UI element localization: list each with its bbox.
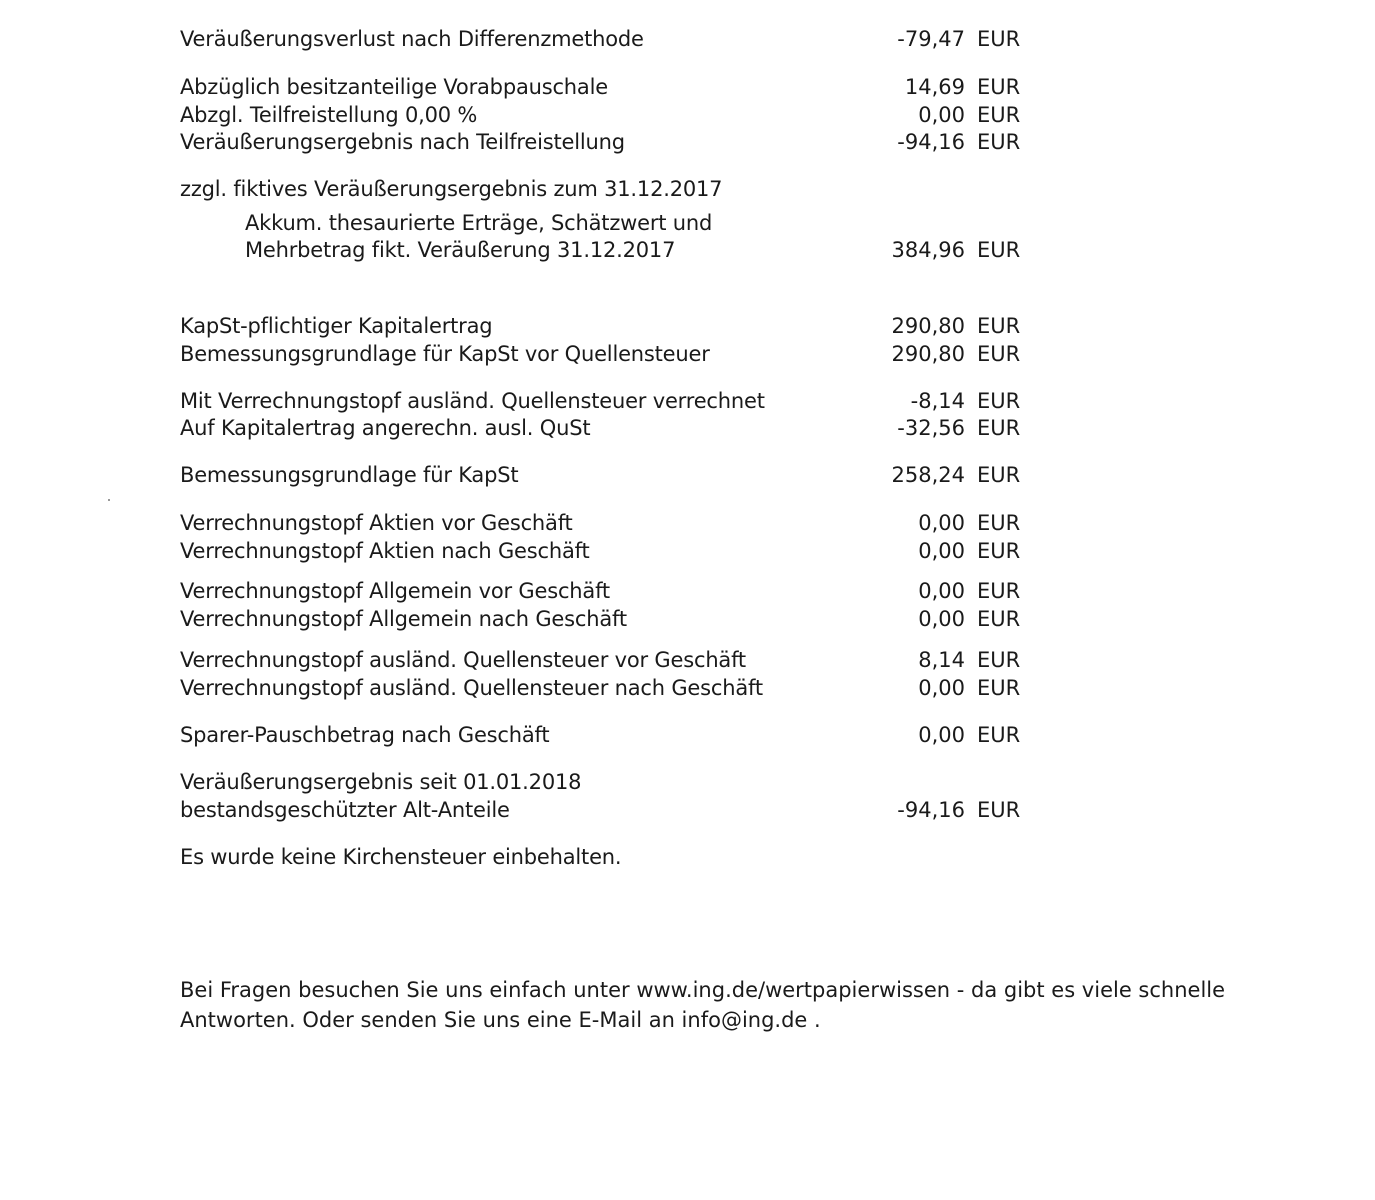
footer-help-text [180, 975, 1240, 1035]
statement-row [0, 768, 1375, 796]
row-currency: EUR [977, 798, 1021, 822]
row-label: Veräußerungsergebnis seit 01.01.2018 [180, 770, 582, 794]
statement-row [0, 537, 1375, 565]
row-currency: EUR [977, 75, 1021, 99]
row-amount: 0,00 [918, 676, 965, 700]
church-tax-note-text: Es wurde keine Kirchensteuer einbehalten. [180, 845, 622, 869]
row-label: Veräußerungsverlust nach Differenzmethode [180, 27, 644, 51]
row-label: Verrechnungstopf Aktien nach Geschäft [180, 539, 590, 563]
statement-row [0, 175, 1375, 203]
statement-row [0, 128, 1375, 156]
statement-row [0, 605, 1375, 633]
statement-row [0, 721, 1375, 749]
row-amount: 0,00 [918, 607, 965, 631]
row-label: Bemessungsgrundlage für KapSt vor Quellensteuer [180, 342, 710, 366]
row-amount: -94,16 [897, 130, 965, 154]
row-label: zzgl. fiktives Veräußerungsergebnis zum 31.12.2017 [180, 177, 723, 201]
row-label: Auf Kapitalertrag angerechn. ausl. QuSt [180, 416, 591, 440]
statement-row [0, 796, 1375, 824]
row-amount: 290,80 [891, 342, 965, 366]
row-currency: EUR [977, 130, 1021, 154]
row-label: Verrechnungstopf Allgemein vor Geschäft [180, 579, 610, 603]
row-amount: 14,69 [904, 75, 965, 99]
row-amount: 290,80 [891, 314, 965, 338]
row-label: Verrechnungstopf ausländ. Quellensteuer vor Geschäft [180, 648, 746, 672]
statement-row [0, 236, 1375, 264]
row-label: Verrechnungstopf Aktien vor Geschäft [180, 511, 573, 535]
row-label: Bemessungsgrundlage für KapSt [180, 463, 519, 487]
row-label: Abzüglich besitzanteilige Vorabpauschale [180, 75, 608, 99]
row-label: Sparer-Pauschbetrag nach Geschäft [180, 723, 550, 747]
row-label: Mehrbetrag fikt. Veräußerung 31.12.2017 [245, 238, 676, 262]
row-currency: EUR [977, 539, 1021, 563]
row-amount: -79,47 [897, 27, 965, 51]
footer-line-2: Antworten. Oder senden Sie uns eine E-Mail an info@ing.de . [180, 1008, 821, 1032]
statement-row [0, 340, 1375, 368]
statement-row [0, 101, 1375, 129]
row-currency: EUR [977, 511, 1021, 535]
row-currency: EUR [977, 607, 1021, 631]
row-currency: EUR [977, 238, 1021, 262]
statement-row [0, 25, 1375, 53]
row-amount: 0,00 [918, 539, 965, 563]
row-label: Veräußerungsergebnis nach Teilfreistellung [180, 130, 625, 154]
row-amount: 0,00 [918, 579, 965, 603]
row-currency: EUR [977, 314, 1021, 338]
row-amount: -94,16 [897, 798, 965, 822]
church-tax-note [0, 843, 1375, 871]
statement-row [0, 674, 1375, 702]
statement-row [0, 577, 1375, 605]
row-currency: EUR [977, 389, 1021, 413]
row-amount: 0,00 [918, 723, 965, 747]
row-amount: -8,14 [910, 389, 965, 413]
statement-row [0, 73, 1375, 101]
row-amount: 0,00 [918, 103, 965, 127]
row-currency: EUR [977, 27, 1021, 51]
row-currency: EUR [977, 416, 1021, 440]
row-amount: 384,96 [891, 238, 965, 262]
row-amount: 8,14 [918, 648, 965, 672]
statement-row [0, 509, 1375, 537]
statement-row [0, 414, 1375, 442]
row-currency: EUR [977, 103, 1021, 127]
statement-row [0, 461, 1375, 489]
row-label: bestandsgeschützter Alt-Anteile [180, 798, 510, 822]
row-amount: 258,24 [891, 463, 965, 487]
row-label: Mit Verrechnungstopf ausländ. Quellensteuer verrechnet [180, 389, 765, 413]
statement-row [0, 646, 1375, 674]
statement-row [0, 209, 1375, 237]
scan-speck [108, 499, 110, 501]
row-label: Verrechnungstopf Allgemein nach Geschäft [180, 607, 627, 631]
row-amount: 0,00 [918, 511, 965, 535]
row-label: KapSt-pflichtiger Kapitalertrag [180, 314, 493, 338]
row-currency: EUR [977, 463, 1021, 487]
row-currency: EUR [977, 648, 1021, 672]
row-amount: -32,56 [897, 416, 965, 440]
row-label: Akkum. thesaurierte Erträge, Schätzwert und [245, 211, 713, 235]
row-currency: EUR [977, 342, 1021, 366]
statement-row [0, 387, 1375, 415]
row-currency: EUR [977, 579, 1021, 603]
footer-line-1: Bei Fragen besuchen Sie uns einfach unter www.ing.de/wertpapierwissen - da gibt es viele schnelle [180, 978, 1226, 1002]
row-label: Verrechnungstopf ausländ. Quellensteuer nach Geschäft [180, 676, 763, 700]
statement-row [0, 312, 1375, 340]
row-currency: EUR [977, 676, 1021, 700]
row-label: Abzgl. Teilfreistellung 0,00 % [180, 103, 478, 127]
row-currency: EUR [977, 723, 1021, 747]
